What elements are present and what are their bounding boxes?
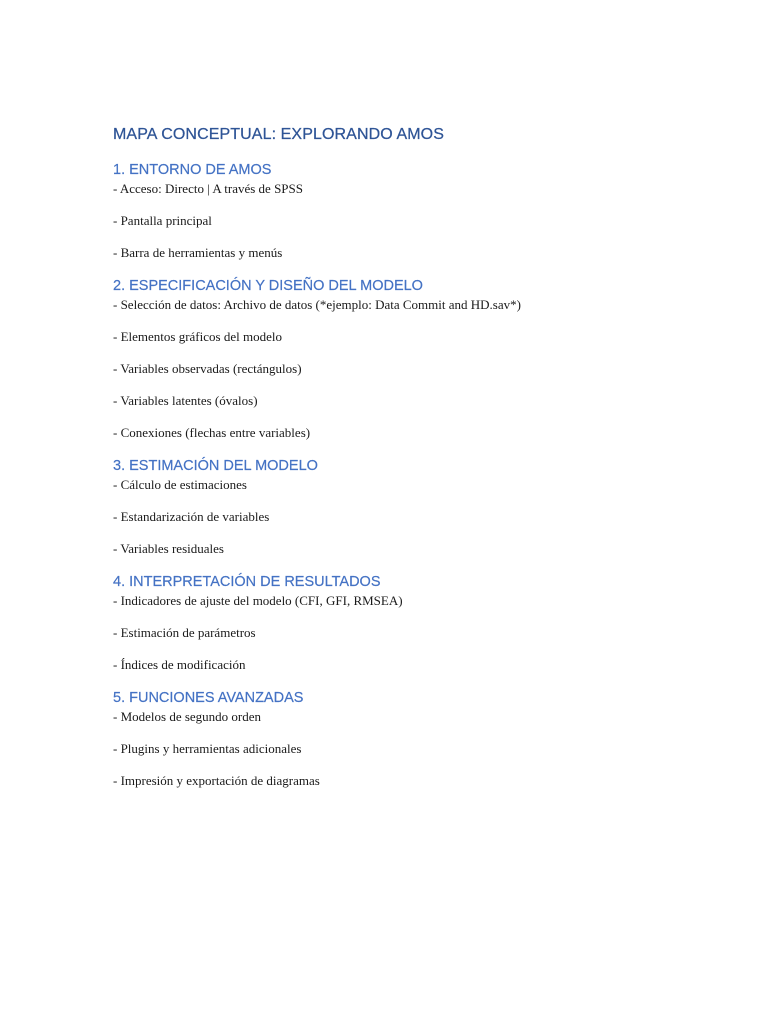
section-especificacion — [113, 276, 713, 442]
section-heading: 4. INTERPRETACIÓN DE RESULTADOS — [113, 574, 381, 590]
list-item: - Variables residuales — [113, 541, 224, 556]
document-title: MAPA CONCEPTUAL: EXPLORANDO AMOS — [113, 126, 444, 143]
list-item: - Elementos gráficos del modelo — [113, 329, 282, 344]
list-item: - Pantalla principal — [113, 213, 212, 228]
list-item: - Impresión y exportación de diagramas — [113, 773, 320, 788]
list-item: - Plugins y herramientas adicionales — [113, 741, 302, 756]
list-item: - Variables observadas (rectángulos) — [113, 361, 302, 376]
list-item: - Modelos de segundo orden — [113, 709, 262, 724]
section-entorno — [113, 160, 713, 262]
list-item: - Barra de herramientas y menús — [113, 245, 283, 260]
document-page — [113, 124, 713, 790]
list-item: - Acceso: Directo | A través de SPSS — [113, 181, 303, 196]
list-item: - Cálculo de estimaciones — [113, 477, 247, 492]
list-item: - Variables latentes (óvalos) — [113, 393, 258, 408]
list-item: - Selección de datos: Archivo de datos (*ejemplo: Data Commit and HD.sav*) — [113, 297, 521, 312]
section-funciones — [113, 688, 713, 790]
section-heading: 1. ENTORNO DE AMOS — [113, 162, 272, 178]
section-heading: 3. ESTIMACIÓN DEL MODELO — [113, 458, 318, 474]
list-item: - Índices de modificación — [113, 657, 246, 672]
section-heading: 5. FUNCIONES AVANZADAS — [113, 690, 304, 706]
section-interpretacion — [113, 572, 713, 674]
list-item: - Indicadores de ajuste del modelo (CFI, GFI, RMSEA) — [113, 593, 403, 608]
list-item: - Estimación de parámetros — [113, 625, 256, 640]
section-heading: 2. ESPECIFICACIÓN Y DISEÑO DEL MODELO — [113, 278, 423, 294]
list-item: - Conexiones (flechas entre variables) — [113, 425, 311, 440]
list-item: - Estandarización de variables — [113, 509, 270, 524]
section-estimacion — [113, 456, 713, 558]
